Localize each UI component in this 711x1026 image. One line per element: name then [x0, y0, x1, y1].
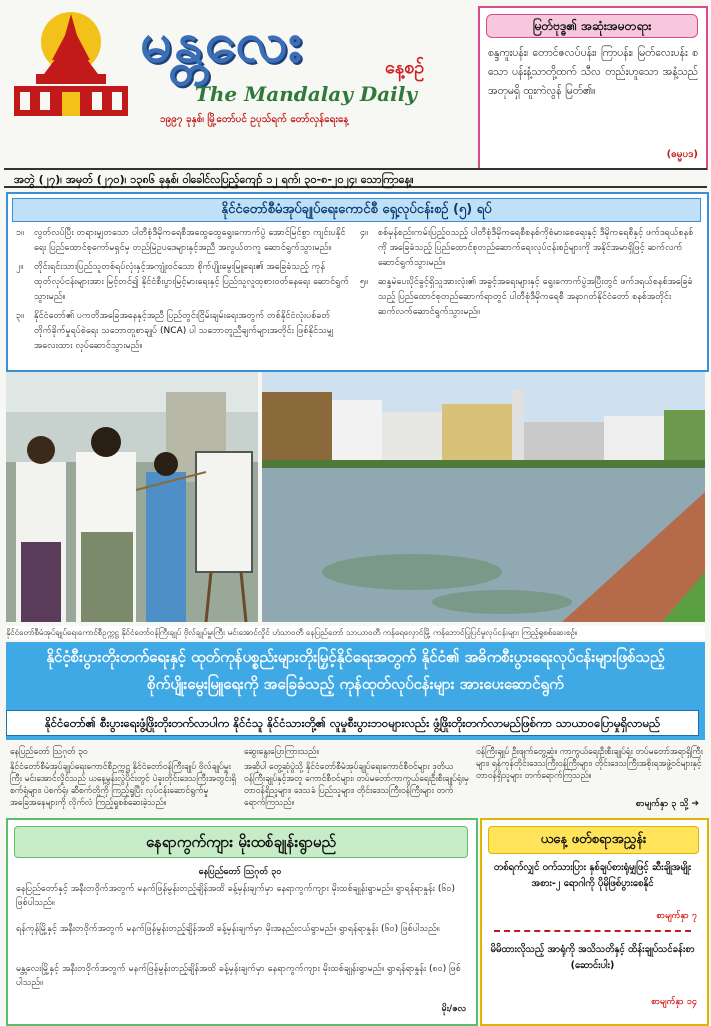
- objectives-column-left: [16, 226, 352, 358]
- weather-signature: မိုး/ဇလ: [441, 1004, 466, 1014]
- headline-subhead: နိုင်ငံတော်၏ စီးပွားရေးဖွံ့ဖြိုးတိုးတက်လာပါက နိုင်ငံသူ နိုင်ငံသားတို့၏ လူမှုစီးပွားဘဝများလည်း ဖွံ့ဖြိုးတိုးတက်လာမည်ဖြစ်ကာ သာယာဝပြောမှုရှိလာမည်: [6, 710, 699, 736]
- article-paragraph: အဆိုပါ တွေ့ဆုံပွဲသို့ နိုင်ငံတော်စီမံအုပ်ချုပ်ရေးကောင်စီဝင်များ ဒုတိယဝန်ကြီးချုပ်နှင့်အတူ ကောင်စီဝင်များ၊ တပ်မတော်ကာကွယ်ရေးဦးစီးချုပ်ရုံးမှ တာဝန်ရှိသူများ၊ ဒေသခံ ပြည်သူများ၊ တိုင်းဒေသကြီးဝန်ကြီးများ တက်ရောက်ကြသည်။: [244, 762, 469, 808]
- masthead-tagline: ၁၉၉၇ ခုနှစ်၊ မြို့တော်ပင် ဥပုသ်ရက် တော်လှန်ရေးနေ့: [160, 114, 349, 125]
- divider: [494, 930, 691, 932]
- objective-item: ၄။ စစ်မှန်စည်းကမ်းပြည့်ဝသည့် ပါတီစုံဒီမိုကရေစီစနစ်ကိုစံမားစေရေးနှင့် ဒီမိုကရေစီနှင့် ဖက်ဒရယ်စနစ်ကို အခြေခံသည့် ပြည်ထောင်စုတည်ဆောက်ရေးလုပ်ငန်းစဉ်များကို အနိုင်အမာရှိဖြင့် ဆက်လက်ဆောင်ရွက်သွားမည်။: [360, 228, 694, 268]
- weather-heading: နေရာကွက်ကျား မိုးထစ်ချုန်းရွာမည်: [14, 826, 468, 858]
- teaching-reference: (ဓမ္မပဒ): [666, 149, 698, 160]
- article-column-1: [10, 746, 238, 812]
- article-column-2: [244, 746, 472, 812]
- objective-item: ၂။ တိုင်းရင်းသားပြည်သူတစ်ရပ်လုံးနှင့်အကျုံးဝင်သော စိုက်ပျိုးမွေးမြူရေး၏ အခြေခံသည့် ကုန်ထုတ်လုပ်ငန်းများအား မြင့်တင်၍ နိုင်ငံစီးပွားမြင့်မားရေးနှင့် ပြည်သူလူထုစားဝတ်နေရေး ဆောင်ရွက်သွားမည်။: [16, 262, 350, 302]
- lake-photo: [262, 372, 705, 622]
- weather-paragraph: မန္တလေးမြို့နှင့် အနီးတဝိုက်အတွက် မနက်ဖြန်မွန်းတည့်ချိန်အထိ ခန့်မှန်းချက်မှာ နေရာကွက်ကျား မိုးထစ်ချုန်းရွာမည်။ ရွာရန်ရာနှုန်း (၈၀) ဖြစ်ပါသည်။: [16, 964, 461, 988]
- weather-dateline: နေပြည်တော် ဩဂုတ် ၃၀: [198, 867, 282, 877]
- objective-item: ၅။ ဆန္ဒမဲပေးပိုင်ခွင့်ရှိသူအားလုံး၏ အခွင့်အရေးများနှင့် ရွေးကောက်ပွဲအပြီးတွင် ဖက်ဒရယ်စနစ်အခြေခံသည့် ပြည်ထောင်စုတည်ဆောက်ရာတွင် ပါတီစုံဒီမိုကရေစီ အနာဂတ်နိုင်ငံတော် စနစ်အတိုင်း ဆက်လက်ဆောင်ရွက်သွားမည်။: [360, 277, 693, 317]
- weather-paragraph: နေပြည်တော်နှင့် အနီးတဝိုက်အတွက် မနက်ဖြန်မွန်းတည့်ချိန်အထိ ခန့်မှန်းချက်မှာ နေရာကွက်ကျား မိုးထစ်ချုန်းရွာမည်။ ရွာရန်ရာနှုန်း (၆၀) ဖြစ်ပါသည်။: [16, 884, 455, 908]
- objectives-heading: နိုင်ငံတော်စီမံအုပ်ချုပ်ရေးကောင်စီ ရှေ့လုပ်ငန်းစဉ် (၅) ရပ်: [12, 198, 701, 222]
- objective-item: ၃။ နိုင်ငံတော်၏ ပကတိအခြေအနေနှင့်အညီ ပြည်တွင်းငြိမ်းချမ်းရေးအတွက် တစ်နိုင်ငံလုံးပစ်ခတ်တိုက်ခိုက်မှုရပ်စဲရေး သဘောတူစာချုပ် (NCA) ပါ သဘောတူညီချက်များအတိုင်း ဖြစ်နိုင်သမျှ အလေးထား လုပ်ဆောင်သွားမည်။: [16, 311, 334, 351]
- issue-dateline: အတွဲ (၂၇)၊ အမှတ် (၂၇၀)၊ ၁၃၈၆ ခုနှစ်၊ ဝါခေါင်လပြည့်ကျော် ၁၂ ရက်၊ ၃၀-၈-၂၀၂၄၊ သောကြာနေ့။: [4, 168, 707, 188]
- todays-reading-box: [480, 818, 709, 1026]
- teaching-box: [478, 6, 708, 170]
- article-paragraph: နိုင်ငံတော်စီမံအုပ်ချုပ်ရေးကောင်စီဥက္ကဋ္ဌ နိုင်ငံတော်ဝန်ကြီးချုပ် ဗိုလ်ချုပ်မှူးကြီး မင်းအောင်လှိုင်သည် ယနေ့မွန်းလွဲပိုင်းတွင် ပဲခူးတိုင်းဒေသကြီးအတွင်းရှိ စက်ရုံများ၊ ပဲစက်ရုံ၊ ဆီစက်တို့ကို ကြည့်ရှုပြီး လုပ်ငန်းဆောင်ရွက်မှုအခြေအနေများကို လိုက်လံ ကြည့်ရှုစစ်ဆေးခဲ့သည်။: [10, 762, 237, 808]
- reading-item-1[interactable]: တစ်ရက်လျှင် ဝက်သားပြား နှစ်ချပ်စားရုံမျှဖြင့် ဆီးချိုအမျိုးအစား-၂ ရောဂါကို ပိုမိုဖြစ်ပွားစေနိုင်: [493, 862, 692, 889]
- weather-box: [6, 818, 478, 1026]
- reading-page-1: စာမျက်နှာ ၇: [656, 911, 697, 921]
- article-paragraph: ဆွေးနွေးပြောကြားသည်။: [244, 747, 319, 757]
- masthead-subtitle: နေ့စဉ်: [385, 57, 425, 78]
- pagoda-logo-icon: [6, 8, 136, 120]
- article-paragraph: ဝန်ကြီးချုပ် ဦးဖျက်တွေ့ဆုံ။ ကာကွယ်ရေးဦးစီးချုပ်ရုံး တပ်မတော်အရာရှိကြီးများ၊ ရန်ကုန်တိုင်းဒေသကြီးဝန်ကြီးများ၊ တိုင်းဒေသကြီးအစိုးရအဖွဲ့ဝင်များနှင့် တာဝန်ရှိသူများ တက်ရောက်ကြသည်။: [476, 747, 703, 781]
- masthead-title: မန္တလေး: [140, 9, 305, 75]
- todays-reading-heading: ယနေ့ ဖတ်စရာအညွှန်း: [488, 826, 699, 854]
- reading-item-2[interactable]: မိမိထားလိုသည့် အာရုံကို အသိသတိနှင့် ထိန်းချုပ်သင်ခန်းစာ (ဆောင်းပါး): [490, 944, 695, 971]
- inspection-photo: [6, 372, 258, 622]
- objectives-box: [6, 192, 709, 372]
- objective-item: ၁။ လွတ်လပ်ပြီး တရားမျှတသော ပါတီစုံဒီမိုကရေစီအထွေထွေရွေးကောက်ပွဲ အောင်မြင်စွာ ကျင်းပနိုင်ရေး ပြည်ထောင်စုကော်မရှင်မှ တည်မြဲဥပဒေများနှင့်အညီ အလွယ်တကူ ဆောင်ရွက်သွားမည်။: [16, 228, 346, 253]
- headline-line-1: နိုင်ငံ့စီးပွားတိုးတက်ရေးနှင့် ထုတ်ကုန်ပစ္စည်းများတိုးမြှင့်နိုင်ရေးအတွက် နိုင်ငံ၏ အဓိကစီးပွားရေးလုပ်ငန်းများဖြစ်သည့်: [46, 648, 665, 666]
- article-column-3: [476, 746, 704, 785]
- photo-caption: နိုင်ငံတော်စီမံအုပ်ချုပ်ရေးကောင်စီဥက္ကဋ္ဌ နိုင်ငံတော်ဝန်ကြီးချုပ် ဗိုလ်ချုပ်မှူးကြီး မင်းအောင်လှိုင် ဟံသာဝတီ နေပြည်တော် သာယာဝတီ ကန်ရေလှောင်မြို့ ကန်ဘောင်ပြုပြင်မှုလုပ်ငန်းများ ကြည့်ရှုစစ်ဆေးစဉ်။: [6, 626, 705, 640]
- teaching-body: စန္ဒကူးပန်း၊ တောင်ဇလပ်ပန်း၊ ကြာပန်း၊ မြတ်လေးပန်း စသော ပန်းနံ့သာတို့ထက် သီလ တည်းဟူသော အနံ့သည် အတုမရှိ ထူးကဲလွန် မြတ်၏။: [488, 47, 698, 97]
- headline-line-2: စိုက်ပျိုးမွေးမြူရေးကို အခြေခံသည့် ကုန်ထုတ်လုပ်ငန်းများ အားပေးဆောင်ရွက်: [147, 675, 564, 693]
- masthead-english-title: The Mandalay Daily: [195, 82, 417, 106]
- reading-page-2: စာမျက်နှာ ၁၄: [651, 997, 697, 1007]
- objectives-column-right: [360, 226, 696, 324]
- continued-link[interactable]: စာမျက်နှာ ၃ သို့ ➔: [635, 799, 699, 809]
- article-dateline: နေပြည်တော် ဩဂုတ် ၃၀: [10, 747, 88, 757]
- teaching-heading: မြတ်ဗုဒ္ဓ၏ အဆုံးအမတရား: [486, 14, 698, 38]
- weather-paragraph: ရန်ကုန်မြို့နှင့် အနီးတဝိုက်အတွက် မနက်ဖြန်မွန်းတည့်ချိန်အထိ ခန့်မှန်းချက်မှာ မိုးအနည်းငယ်ရွာမည်။ ရွာရန်ရာနှုန်း (၆၀) ဖြစ်ပါသည်။: [16, 924, 440, 934]
